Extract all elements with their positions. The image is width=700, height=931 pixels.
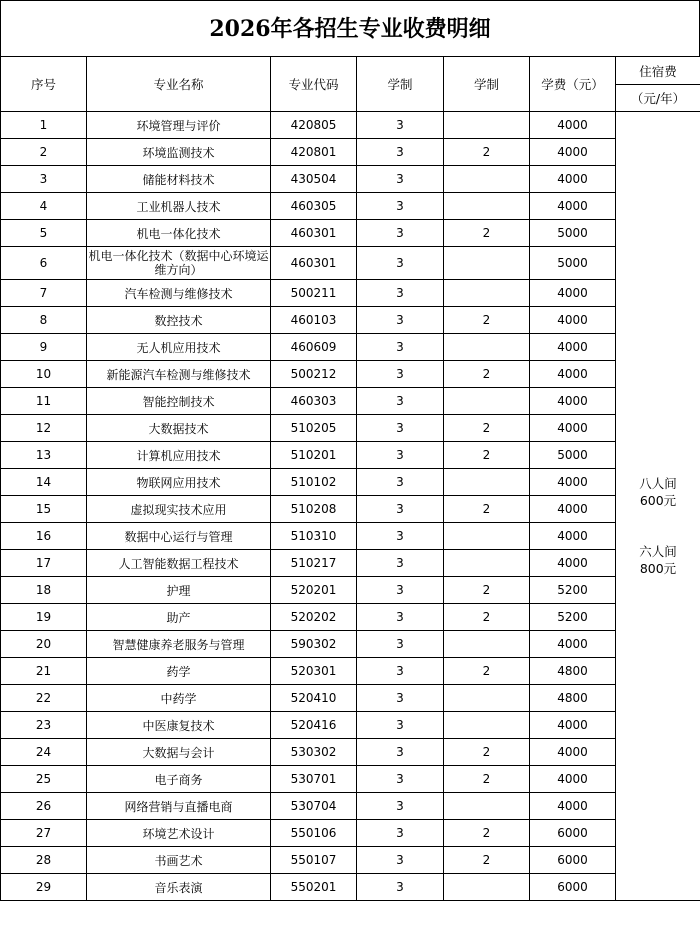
table-row bbox=[1, 307, 700, 334]
cell-tuition: 4000 bbox=[530, 550, 616, 577]
cell-dorm-fees bbox=[616, 112, 700, 901]
cell-duration-b bbox=[444, 631, 530, 658]
cell-major-code: 520301 bbox=[271, 658, 357, 685]
cell-duration-b: 2 bbox=[444, 820, 530, 847]
cell-major-code: 520202 bbox=[271, 604, 357, 631]
cell-duration-b bbox=[444, 712, 530, 739]
cell-duration-a: 3 bbox=[357, 334, 444, 361]
cell-index: 1 bbox=[1, 112, 87, 139]
cell-tuition: 4000 bbox=[530, 793, 616, 820]
cell-duration-b bbox=[444, 388, 530, 415]
cell-tuition: 6000 bbox=[530, 874, 616, 901]
cell-major-code: 590302 bbox=[271, 631, 357, 658]
cell-tuition: 4800 bbox=[530, 658, 616, 685]
table-row bbox=[1, 247, 700, 280]
cell-index: 21 bbox=[1, 658, 87, 685]
table-row bbox=[1, 442, 700, 469]
dorm-spacer bbox=[616, 509, 700, 543]
cell-tuition: 5200 bbox=[530, 577, 616, 604]
cell-duration-b bbox=[444, 280, 530, 307]
cell-duration-a: 3 bbox=[357, 712, 444, 739]
cell-tuition: 4000 bbox=[530, 739, 616, 766]
table-row bbox=[1, 766, 700, 793]
table-row bbox=[1, 847, 700, 874]
cell-major-name: 环境艺术设计 bbox=[87, 820, 271, 847]
cell-duration-a: 3 bbox=[357, 631, 444, 658]
cell-index: 4 bbox=[1, 193, 87, 220]
cell-major-name: 智能控制技术 bbox=[87, 388, 271, 415]
cell-duration-b: 2 bbox=[444, 496, 530, 523]
cell-duration-b: 2 bbox=[444, 415, 530, 442]
table-row bbox=[1, 415, 700, 442]
cell-tuition: 4000 bbox=[530, 388, 616, 415]
header-duration-a: 学制 bbox=[357, 57, 444, 112]
cell-index: 17 bbox=[1, 550, 87, 577]
cell-major-name: 数控技术 bbox=[87, 307, 271, 334]
cell-duration-a: 3 bbox=[357, 193, 444, 220]
cell-tuition: 6000 bbox=[530, 820, 616, 847]
cell-duration-a: 3 bbox=[357, 550, 444, 577]
cell-duration-a: 3 bbox=[357, 523, 444, 550]
cell-duration-b: 2 bbox=[444, 220, 530, 247]
cell-duration-b bbox=[444, 874, 530, 901]
table-row bbox=[1, 496, 700, 523]
cell-duration-b: 2 bbox=[444, 139, 530, 166]
cell-major-code: 460303 bbox=[271, 388, 357, 415]
cell-major-code: 460305 bbox=[271, 193, 357, 220]
cell-duration-b: 2 bbox=[444, 361, 530, 388]
cell-tuition: 4000 bbox=[530, 496, 616, 523]
cell-duration-b: 2 bbox=[444, 766, 530, 793]
table-row bbox=[1, 712, 700, 739]
cell-duration-a: 3 bbox=[357, 112, 444, 139]
cell-index: 23 bbox=[1, 712, 87, 739]
table-row bbox=[1, 193, 700, 220]
cell-major-name: 智慧健康养老服务与管理 bbox=[87, 631, 271, 658]
cell-major-name: 电子商务 bbox=[87, 766, 271, 793]
cell-major-code: 530704 bbox=[271, 793, 357, 820]
cell-major-name: 护理 bbox=[87, 577, 271, 604]
table-row bbox=[1, 361, 700, 388]
cell-duration-b bbox=[444, 166, 530, 193]
fee-table bbox=[0, 56, 700, 901]
cell-duration-b bbox=[444, 550, 530, 577]
cell-duration-b bbox=[444, 469, 530, 496]
cell-duration-a: 3 bbox=[357, 604, 444, 631]
cell-index: 19 bbox=[1, 604, 87, 631]
cell-duration-a: 3 bbox=[357, 766, 444, 793]
header-major: 专业名称 bbox=[87, 57, 271, 112]
cell-duration-b bbox=[444, 685, 530, 712]
cell-index: 9 bbox=[1, 334, 87, 361]
cell-duration-b: 2 bbox=[444, 658, 530, 685]
cell-major-name: 数据中心运行与管理 bbox=[87, 523, 271, 550]
cell-duration-a: 3 bbox=[357, 388, 444, 415]
cell-index: 14 bbox=[1, 469, 87, 496]
cell-tuition: 5000 bbox=[530, 220, 616, 247]
cell-duration-a: 3 bbox=[357, 496, 444, 523]
cell-major-code: 460301 bbox=[271, 220, 357, 247]
cell-index: 12 bbox=[1, 415, 87, 442]
table-row bbox=[1, 739, 700, 766]
cell-tuition: 4800 bbox=[530, 685, 616, 712]
cell-major-name: 中医康复技术 bbox=[87, 712, 271, 739]
header-duration-b: 学制 bbox=[444, 57, 530, 112]
cell-index: 6 bbox=[1, 247, 87, 280]
cell-index: 3 bbox=[1, 166, 87, 193]
cell-major-name: 大数据与会计 bbox=[87, 739, 271, 766]
cell-duration-b: 2 bbox=[444, 307, 530, 334]
cell-major-name: 网络营销与直播电商 bbox=[87, 793, 271, 820]
cell-index: 2 bbox=[1, 139, 87, 166]
cell-major-name: 大数据技术 bbox=[87, 415, 271, 442]
cell-major-code: 510310 bbox=[271, 523, 357, 550]
table-row bbox=[1, 166, 700, 193]
cell-duration-a: 3 bbox=[357, 577, 444, 604]
cell-duration-b bbox=[444, 193, 530, 220]
cell-tuition: 4000 bbox=[530, 631, 616, 658]
cell-major-name: 储能材料技术 bbox=[87, 166, 271, 193]
header-code: 专业代码 bbox=[271, 57, 357, 112]
cell-index: 24 bbox=[1, 739, 87, 766]
table-row bbox=[1, 469, 700, 496]
cell-major-code: 430504 bbox=[271, 166, 357, 193]
cell-tuition: 4000 bbox=[530, 334, 616, 361]
cell-index: 8 bbox=[1, 307, 87, 334]
table-row bbox=[1, 874, 700, 901]
cell-major-name: 机电一体化技术 bbox=[87, 220, 271, 247]
cell-tuition: 4000 bbox=[530, 361, 616, 388]
cell-duration-b bbox=[444, 112, 530, 139]
cell-major-code: 500212 bbox=[271, 361, 357, 388]
cell-major-name: 音乐表演 bbox=[87, 874, 271, 901]
dorm-eight-price: 600元 bbox=[639, 493, 677, 508]
header-dorm-unit: （元/年） bbox=[616, 85, 700, 112]
cell-index: 15 bbox=[1, 496, 87, 523]
cell-duration-a: 3 bbox=[357, 166, 444, 193]
cell-tuition: 4000 bbox=[530, 139, 616, 166]
header-dorm: 住宿费 bbox=[616, 57, 700, 85]
cell-major-name: 助产 bbox=[87, 604, 271, 631]
cell-duration-a: 3 bbox=[357, 442, 444, 469]
table-row bbox=[1, 388, 700, 415]
table-row bbox=[1, 139, 700, 166]
cell-major-name: 人工智能数据工程技术 bbox=[87, 550, 271, 577]
cell-index: 20 bbox=[1, 631, 87, 658]
table-row bbox=[1, 577, 700, 604]
table-row bbox=[1, 793, 700, 820]
cell-index: 13 bbox=[1, 442, 87, 469]
cell-duration-a: 3 bbox=[357, 658, 444, 685]
cell-duration-a: 3 bbox=[357, 247, 444, 280]
cell-major-name: 虚拟现实技术应用 bbox=[87, 496, 271, 523]
cell-index: 28 bbox=[1, 847, 87, 874]
cell-major-code: 460301 bbox=[271, 247, 357, 280]
cell-index: 27 bbox=[1, 820, 87, 847]
dorm-six-price: 800元 bbox=[639, 561, 677, 576]
cell-major-code: 420805 bbox=[271, 112, 357, 139]
cell-major-code: 550201 bbox=[271, 874, 357, 901]
cell-duration-b bbox=[444, 523, 530, 550]
cell-major-name: 书画艺术 bbox=[87, 847, 271, 874]
cell-tuition: 4000 bbox=[530, 280, 616, 307]
cell-index: 5 bbox=[1, 220, 87, 247]
cell-index: 16 bbox=[1, 523, 87, 550]
cell-index: 7 bbox=[1, 280, 87, 307]
cell-duration-a: 3 bbox=[357, 307, 444, 334]
cell-index: 25 bbox=[1, 766, 87, 793]
cell-duration-a: 3 bbox=[357, 820, 444, 847]
cell-major-code: 520201 bbox=[271, 577, 357, 604]
cell-major-code: 530302 bbox=[271, 739, 357, 766]
cell-tuition: 4000 bbox=[530, 112, 616, 139]
table-row bbox=[1, 820, 700, 847]
cell-major-code: 460609 bbox=[271, 334, 357, 361]
cell-major-code: 520416 bbox=[271, 712, 357, 739]
cell-major-code: 460103 bbox=[271, 307, 357, 334]
cell-major-code: 510217 bbox=[271, 550, 357, 577]
cell-duration-a: 3 bbox=[357, 739, 444, 766]
cell-major-code: 510102 bbox=[271, 469, 357, 496]
cell-major-name: 计算机应用技术 bbox=[87, 442, 271, 469]
cell-major-name: 机电一体化技术（数据中心环境运维方向） bbox=[87, 247, 271, 280]
cell-major-name: 中药学 bbox=[87, 685, 271, 712]
header-tuition: 学费（元） bbox=[530, 57, 616, 112]
cell-tuition: 4000 bbox=[530, 166, 616, 193]
cell-tuition: 5000 bbox=[530, 247, 616, 280]
table-row bbox=[1, 280, 700, 307]
table-row bbox=[1, 685, 700, 712]
fee-rows bbox=[1, 112, 700, 901]
table-row bbox=[1, 220, 700, 247]
cell-major-code: 500211 bbox=[271, 280, 357, 307]
cell-major-code: 530701 bbox=[271, 766, 357, 793]
cell-duration-a: 3 bbox=[357, 139, 444, 166]
cell-tuition: 5000 bbox=[530, 442, 616, 469]
cell-tuition: 4000 bbox=[530, 193, 616, 220]
cell-duration-b: 2 bbox=[444, 442, 530, 469]
cell-tuition: 4000 bbox=[530, 523, 616, 550]
cell-major-name: 环境管理与评价 bbox=[87, 112, 271, 139]
cell-major-name: 药学 bbox=[87, 658, 271, 685]
cell-duration-b: 2 bbox=[444, 739, 530, 766]
cell-tuition: 4000 bbox=[530, 307, 616, 334]
cell-duration-a: 3 bbox=[357, 469, 444, 496]
table-row bbox=[1, 334, 700, 361]
cell-major-code: 550107 bbox=[271, 847, 357, 874]
cell-major-name: 新能源汽车检测与维修技术 bbox=[87, 361, 271, 388]
cell-index: 26 bbox=[1, 793, 87, 820]
cell-major-name: 环境监测技术 bbox=[87, 139, 271, 166]
cell-duration-a: 3 bbox=[357, 847, 444, 874]
cell-major-name: 物联网应用技术 bbox=[87, 469, 271, 496]
cell-duration-a: 3 bbox=[357, 280, 444, 307]
cell-index: 18 bbox=[1, 577, 87, 604]
cell-duration-a: 3 bbox=[357, 874, 444, 901]
dorm-eight-label: 八人间 bbox=[639, 476, 677, 491]
table-row bbox=[1, 604, 700, 631]
cell-major-code: 510201 bbox=[271, 442, 357, 469]
dorm-six-label: 六人间 bbox=[639, 544, 677, 559]
cell-index: 10 bbox=[1, 361, 87, 388]
cell-tuition: 4000 bbox=[530, 415, 616, 442]
cell-duration-a: 3 bbox=[357, 685, 444, 712]
cell-major-code: 550106 bbox=[271, 820, 357, 847]
cell-index: 22 bbox=[1, 685, 87, 712]
cell-duration-b: 2 bbox=[444, 847, 530, 874]
cell-major-name: 工业机器人技术 bbox=[87, 193, 271, 220]
table-row bbox=[1, 658, 700, 685]
table-row bbox=[1, 550, 700, 577]
cell-duration-b: 2 bbox=[444, 604, 530, 631]
cell-index: 29 bbox=[1, 874, 87, 901]
table-row bbox=[1, 112, 700, 139]
cell-major-name: 汽车检测与维修技术 bbox=[87, 280, 271, 307]
cell-tuition: 6000 bbox=[530, 847, 616, 874]
cell-tuition: 5200 bbox=[530, 604, 616, 631]
cell-duration-a: 3 bbox=[357, 220, 444, 247]
cell-duration-a: 3 bbox=[357, 415, 444, 442]
cell-major-name: 无人机应用技术 bbox=[87, 334, 271, 361]
cell-duration-b bbox=[444, 793, 530, 820]
cell-major-code: 510208 bbox=[271, 496, 357, 523]
table-row bbox=[1, 523, 700, 550]
header-index: 序号 bbox=[1, 57, 87, 112]
table-row bbox=[1, 631, 700, 658]
cell-index: 11 bbox=[1, 388, 87, 415]
cell-major-code: 510205 bbox=[271, 415, 357, 442]
cell-duration-a: 3 bbox=[357, 361, 444, 388]
cell-major-code: 520410 bbox=[271, 685, 357, 712]
cell-duration-a: 3 bbox=[357, 793, 444, 820]
cell-duration-b bbox=[444, 334, 530, 361]
cell-duration-b: 2 bbox=[444, 577, 530, 604]
page-title: 2026年各招生专业收费明细 bbox=[0, 0, 700, 56]
cell-tuition: 4000 bbox=[530, 712, 616, 739]
cell-major-code: 420801 bbox=[271, 139, 357, 166]
cell-tuition: 4000 bbox=[530, 469, 616, 496]
cell-duration-b bbox=[444, 247, 530, 280]
cell-tuition: 4000 bbox=[530, 766, 616, 793]
